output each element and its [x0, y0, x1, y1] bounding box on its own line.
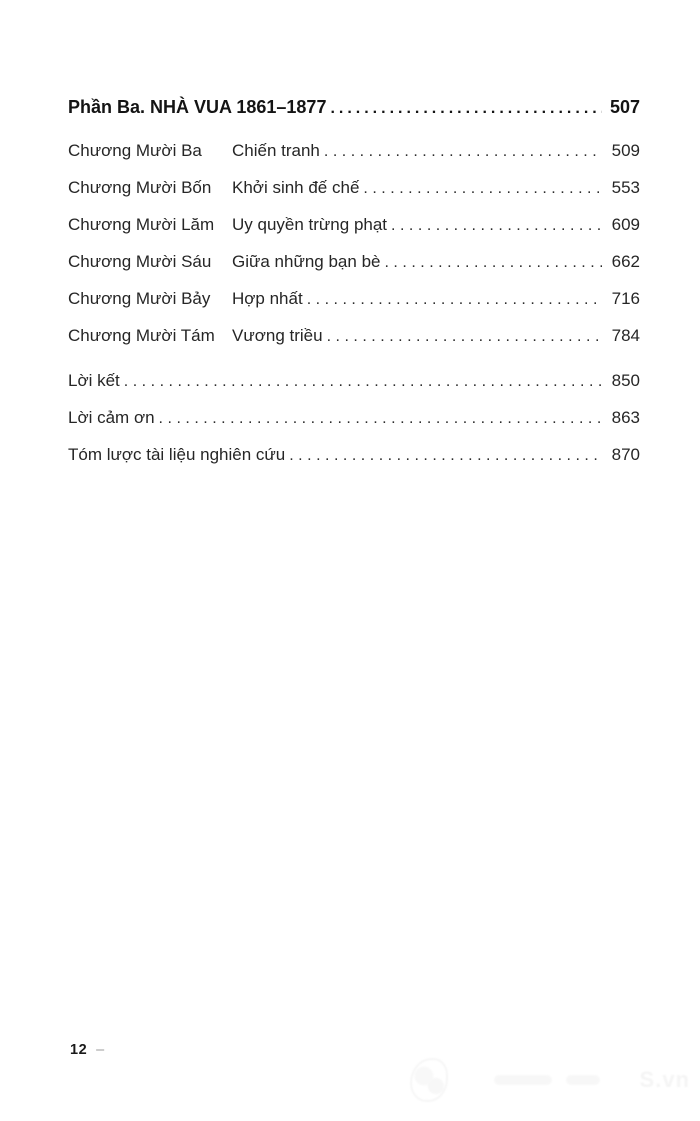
dot-leader [307, 281, 602, 318]
toc-entry-bibliography [68, 437, 640, 474]
chapter-list [68, 133, 640, 355]
watermark-text: S.vn [639, 1067, 690, 1092]
chapter-title: Giữa những bạn bè [232, 252, 381, 271]
watermark-smudge [494, 1075, 552, 1085]
toc-entry-chapter-17 [68, 281, 640, 318]
entry-page-number: 870 [611, 445, 640, 464]
chapter-title: Khởi sinh đế chế [232, 178, 360, 197]
chapter-title: Uy quyền trừng phạt [232, 215, 388, 234]
dot-leader [330, 89, 602, 127]
chapter-label: Chương Mười Bảy [68, 289, 211, 308]
dot-leader [391, 207, 602, 244]
chapter-page-number: 716 [611, 289, 640, 308]
toc-entry-chapter-16 [68, 244, 640, 281]
watermark-smudge [566, 1075, 600, 1085]
backmatter-list [68, 363, 640, 474]
toc-entry-epilogue [68, 363, 640, 400]
entry-title: Lời cảm ơn [68, 408, 155, 427]
chapter-page-number: 509 [611, 141, 640, 160]
dot-leader [324, 133, 602, 170]
toc-entry-chapter-18 [68, 318, 640, 355]
chapter-label: Chương Mười Bốn [68, 178, 212, 197]
chapter-title: Chiến tranh [232, 141, 320, 160]
dot-leader [363, 170, 602, 207]
entry-page-number: 850 [611, 371, 640, 390]
folio-number: 12 [70, 1042, 88, 1058]
chapter-label: Chương Mười Ba [68, 141, 202, 160]
dot-leader [289, 437, 602, 474]
chapter-title: Hợp nhất [232, 289, 303, 308]
dot-leader [384, 244, 602, 281]
part-title: Phần Ba. NHÀ VUA 1861–1877 [68, 97, 327, 117]
dot-leader [327, 318, 602, 355]
entry-title: Lời kết [68, 371, 120, 390]
chapter-label: Chương Mười Sáu [68, 252, 212, 271]
page-footer [70, 1042, 104, 1058]
chapter-page-number: 553 [611, 178, 640, 197]
toc-entry-chapter-15 [68, 207, 640, 244]
toc-entry-acknowledgements [68, 400, 640, 437]
table-of-contents [68, 89, 640, 474]
entry-page-number: 863 [611, 408, 640, 427]
toc-entry-chapter-14 [68, 170, 640, 207]
folio-dash: – [96, 1042, 105, 1058]
dot-leader [159, 400, 602, 437]
toc-entry-chapter-13 [68, 133, 640, 170]
chapter-label: Chương Mười Tám [68, 326, 215, 345]
chapter-label: Chương Mười Lăm [68, 215, 215, 234]
dot-leader [124, 363, 602, 400]
scan-watermark [370, 1056, 690, 1104]
chapter-page-number: 662 [611, 252, 640, 271]
chapter-page-number: 784 [611, 326, 640, 345]
watermark-logo-icon [410, 1058, 448, 1102]
chapter-title: Vương triều [232, 326, 323, 345]
entry-title: Tóm lược tài liệu nghiên cứu [68, 445, 286, 464]
part-page-number: 507 [609, 97, 640, 117]
chapter-page-number: 609 [611, 215, 640, 234]
toc-part-header [68, 89, 640, 127]
